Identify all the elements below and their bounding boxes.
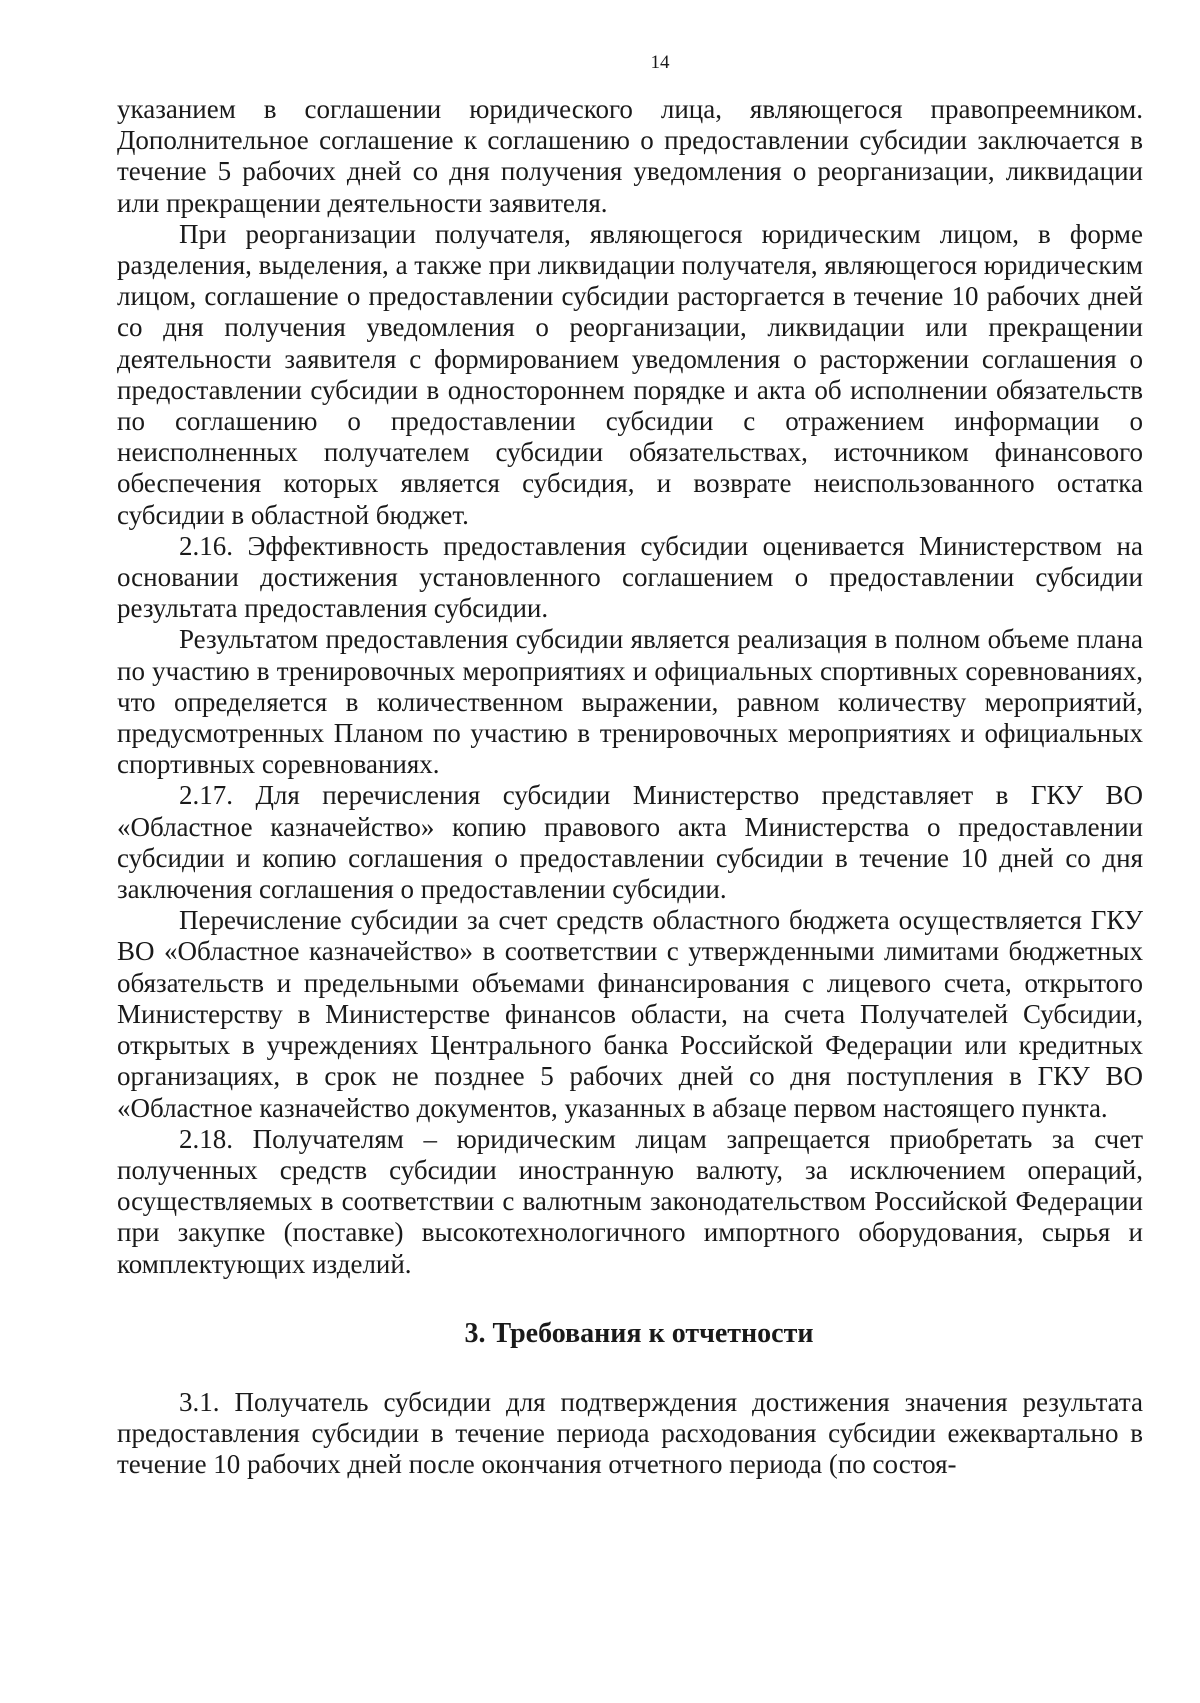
paragraph-3-1: 3.1. Получатель субсидии для подтверждения достижения значения результата предоставления субсидии в течение периода расходования субсидии ежеквартально в течение 10 рабочих дней после окончания отчетного периода (по состоя-	[117, 1386, 1143, 1480]
paragraph-continuation: указанием в соглашении юридического лица, являющегося правопреемником. Дополнительное соглашение к соглашению о предоставлении субсидии заключается в течение 5 рабочих дней со дня получения уведомления о реорганизации, ликвидации или прекращении деятельности заявителя.	[117, 94, 1143, 218]
paragraph-2-17: 2.17. Для перечисления субсидии Министерство представляет в ГКУ ВО «Областное казначейство» копию правового акта Министерства о предоставлении субсидии и копию соглашения о предоставлении субсидии в течение 10 дней со дня заключения соглашения о предоставлении субсидии.	[117, 780, 1143, 905]
paragraph-2-18: 2.18. Получателям – юридическим лицам запрещается приобретать за счет полученных средств субсидии иностранную валюту, за исключением операций, осуществляемых в соответствии с валютным законодательством Российской Федерации при закупке (поставке) высокотехнологичного импортного оборудования, сырья и комплектующих изделий.	[117, 1123, 1143, 1279]
paragraph-result: Результатом предоставления субсидии является реализация в полном объеме плана по участию в тренировочных мероприятиях и официальных спортивных соревнованиях, что определяется в количественном выражении, равном количеству мероприятий, предусмотренных Планом по участию в тренировочных мероприятиях и официальных спортивных соревнованиях.	[117, 624, 1143, 780]
section-heading: 3. Требования к отчетности	[464, 1317, 814, 1349]
paragraph-transfer: Перечисление субсидии за счет средств областного бюджета осуществляется ГКУ ВО «Областное казначейство» в соответствии с утвержденными лимитами бюджетных обязательств и предельными объемами финансирования с лицевого счета, открытого Министерству в Министерстве финансов области, на счета Получателей Субсидии, открытых в учреждениях Центрального банка Российской Федерации или кредитных организациях, в срок не позднее 5 рабочих дней со дня поступления в ГКУ ВО «Областное казначейство документов, указанных в абзаце первом настоящего пункта.	[117, 905, 1143, 1123]
paragraph-reorganization: При реорганизации получателя, являющегося юридическим лицом, в форме разделения, выделения, а также при ликвидации получателя, являющегося юридическим лицом, соглашение о предоставлении субсидии расторгается в течение 10 рабочих дней со дня получения уведомления о реорганизации, ликвидации или прекращении деятельности заявителя с формированием уведомления о расторжении соглашения о предоставлении субсидии в одностороннем порядке и акта об исполнении обязательств по соглашению о предоставлении субсидии с отражением информации о неисполненных получателем субсидии обязательствах, источником финансового обеспечения которых является субсидия, и возврате неиспользованного остатка субсидии в областной бюджет.	[117, 218, 1143, 530]
document-body	[117, 94, 1143, 1481]
paragraph-2-16: 2.16. Эффективность предоставления субсидии оценивается Министерством на основании достижения установленного соглашением о предоставлении субсидии результата предоставления субсидии.	[117, 530, 1143, 624]
page-number: 14	[650, 52, 670, 73]
